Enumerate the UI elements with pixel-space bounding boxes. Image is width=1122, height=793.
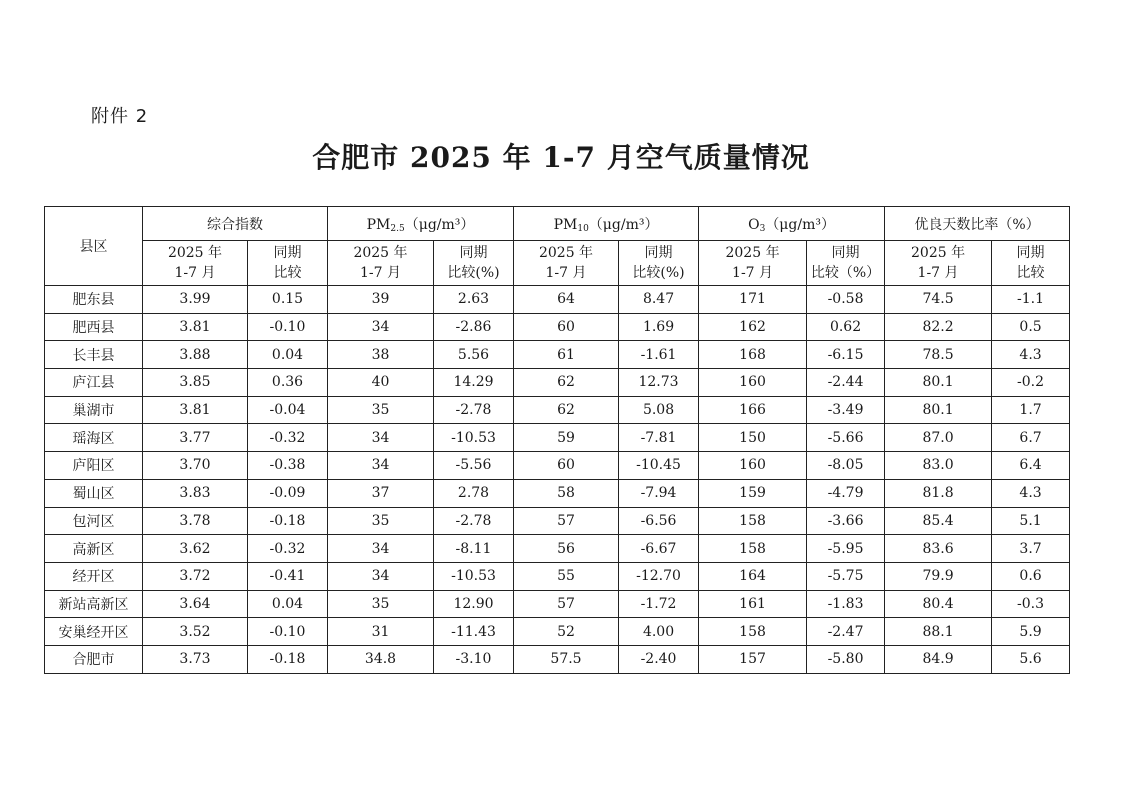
value-cell: -3.49 xyxy=(807,396,885,424)
group-header-good-days-ratio: 优良天数比率（%） xyxy=(885,207,1070,241)
value-cell: 1.69 xyxy=(619,313,699,341)
value-cell: 60 xyxy=(514,452,619,480)
value-cell: 3.73 xyxy=(143,645,248,673)
value-cell: -12.70 xyxy=(619,562,699,590)
value-cell: -0.09 xyxy=(248,479,328,507)
value-cell: 158 xyxy=(699,535,807,563)
value-cell: 5.6 xyxy=(992,645,1070,673)
value-cell: 34 xyxy=(328,535,434,563)
subheader-cell xyxy=(514,241,619,286)
value-cell: 4.3 xyxy=(992,341,1070,369)
subheader-cell xyxy=(619,241,699,286)
value-cell: 0.62 xyxy=(807,313,885,341)
value-cell: 34.8 xyxy=(328,645,434,673)
value-cell: 88.1 xyxy=(885,618,992,646)
subheader-cell xyxy=(143,241,248,286)
county-name-cell: 瑶海区 xyxy=(45,424,143,452)
value-cell: 35 xyxy=(328,507,434,535)
group-header-o3: $O_3(\mu g/m^3)$ xyxy=(699,207,885,241)
value-cell: 85.4 xyxy=(885,507,992,535)
value-cell: 0.04 xyxy=(248,341,328,369)
county-name-cell: 高新区 xyxy=(45,535,143,563)
value-cell: 3.81 xyxy=(143,313,248,341)
table-row xyxy=(45,313,1070,341)
subheader-line: 同期 xyxy=(831,245,860,261)
value-cell: 83.6 xyxy=(885,535,992,563)
page-title: 合肥市 2025 年 1-7 月空气质量情况 xyxy=(312,141,810,174)
subheader-cell xyxy=(992,241,1070,286)
table-row xyxy=(45,590,1070,618)
table-row xyxy=(45,618,1070,646)
value-cell: 37 xyxy=(328,479,434,507)
value-cell: 40 xyxy=(328,369,434,397)
value-cell: 82.2 xyxy=(885,313,992,341)
value-cell: 3.70 xyxy=(143,452,248,480)
value-cell: 80.4 xyxy=(885,590,992,618)
value-cell: 61 xyxy=(514,341,619,369)
table-row xyxy=(45,452,1070,480)
value-cell: -6.67 xyxy=(619,535,699,563)
value-cell: -0.04 xyxy=(248,396,328,424)
value-cell: -5.56 xyxy=(434,452,514,480)
value-cell: -0.18 xyxy=(248,507,328,535)
table-row xyxy=(45,369,1070,397)
group-header-composite-index: 综合指数 xyxy=(143,207,328,241)
subheader-line: 同期 xyxy=(273,245,302,261)
value-cell: 3.83 xyxy=(143,479,248,507)
county-name-cell: 庐阳区 xyxy=(45,452,143,480)
value-cell: 0.6 xyxy=(992,562,1070,590)
value-cell: 3.64 xyxy=(143,590,248,618)
subheader-line: 2025 年 xyxy=(725,245,780,261)
value-cell: 84.9 xyxy=(885,645,992,673)
value-cell: 14.29 xyxy=(434,369,514,397)
value-cell: 5.08 xyxy=(619,396,699,424)
subheader-line: 2025 年 xyxy=(538,245,594,261)
value-cell: 164 xyxy=(699,562,807,590)
value-cell: -6.56 xyxy=(619,507,699,535)
value-cell: -10.53 xyxy=(434,562,514,590)
subheader-cell xyxy=(699,241,807,286)
value-cell: 87.0 xyxy=(885,424,992,452)
value-cell: 83.0 xyxy=(885,452,992,480)
value-cell: -2.47 xyxy=(807,618,885,646)
attachment-label: 附件 2 xyxy=(91,106,149,127)
value-cell: 64 xyxy=(514,286,619,314)
value-cell: -0.38 xyxy=(248,452,328,480)
value-cell: -0.3 xyxy=(992,590,1070,618)
value-cell: 4.3 xyxy=(992,479,1070,507)
value-cell: 168 xyxy=(699,341,807,369)
table-row xyxy=(45,341,1070,369)
value-cell: -1.61 xyxy=(619,341,699,369)
value-cell: -3.10 xyxy=(434,645,514,673)
value-cell: 4.00 xyxy=(619,618,699,646)
value-cell: 39 xyxy=(328,286,434,314)
value-cell: -1.83 xyxy=(807,590,885,618)
subheader-line: 2025 年 xyxy=(353,245,408,261)
value-cell: 3.85 xyxy=(143,369,248,397)
county-name-cell: 新站高新区 xyxy=(45,590,143,618)
subheader-cell xyxy=(885,241,992,286)
table-row xyxy=(45,396,1070,424)
value-cell: 2.63 xyxy=(434,286,514,314)
value-cell: -0.41 xyxy=(248,562,328,590)
value-cell: -10.45 xyxy=(619,452,699,480)
value-cell: 160 xyxy=(699,452,807,480)
value-cell: 35 xyxy=(328,396,434,424)
subheader-line: 1-7 月 xyxy=(545,265,587,281)
value-cell: 0.04 xyxy=(248,590,328,618)
value-cell: 34 xyxy=(328,452,434,480)
county-name-cell: 长丰县 xyxy=(45,341,143,369)
county-name-cell: 巢湖市 xyxy=(45,396,143,424)
value-cell: 81.8 xyxy=(885,479,992,507)
value-cell: -5.95 xyxy=(807,535,885,563)
value-cell: 158 xyxy=(699,618,807,646)
value-cell: -11.43 xyxy=(434,618,514,646)
value-cell: 2.78 xyxy=(434,479,514,507)
county-name-cell: 庐江县 xyxy=(45,369,143,397)
subheader-line: 1-7 月 xyxy=(174,265,216,281)
subheader-line: 比较(%) xyxy=(632,265,685,281)
value-cell: 3.99 xyxy=(143,286,248,314)
value-cell: -2.44 xyxy=(807,369,885,397)
value-cell: 162 xyxy=(699,313,807,341)
county-name-cell: 经开区 xyxy=(45,562,143,590)
value-cell: 6.4 xyxy=(992,452,1070,480)
value-cell: -2.40 xyxy=(619,645,699,673)
value-cell: 3.62 xyxy=(143,535,248,563)
value-cell: -5.66 xyxy=(807,424,885,452)
value-cell: -4.79 xyxy=(807,479,885,507)
value-cell: -2.78 xyxy=(434,396,514,424)
table-row xyxy=(45,424,1070,452)
value-cell: 34 xyxy=(328,562,434,590)
value-cell: 3.52 xyxy=(143,618,248,646)
county-name-cell: 安巢经开区 xyxy=(45,618,143,646)
value-cell: 5.56 xyxy=(434,341,514,369)
value-cell: -2.78 xyxy=(434,507,514,535)
value-cell: -5.80 xyxy=(807,645,885,673)
value-cell: -8.05 xyxy=(807,452,885,480)
value-cell: 12.73 xyxy=(619,369,699,397)
value-cell: 80.1 xyxy=(885,369,992,397)
subheader-line: 1-7 月 xyxy=(917,265,959,281)
value-cell: 79.9 xyxy=(885,562,992,590)
value-cell: 0.15 xyxy=(248,286,328,314)
value-cell: 157 xyxy=(699,645,807,673)
value-cell: -2.86 xyxy=(434,313,514,341)
header-row-subheaders xyxy=(45,241,1070,286)
subheader-line: 同期 xyxy=(459,245,488,261)
value-cell: 12.90 xyxy=(434,590,514,618)
subheader-cell xyxy=(328,241,434,286)
value-cell: 74.5 xyxy=(885,286,992,314)
value-cell: 3.88 xyxy=(143,341,248,369)
value-cell: 62 xyxy=(514,396,619,424)
value-cell: 58 xyxy=(514,479,619,507)
table-row xyxy=(45,479,1070,507)
table-row xyxy=(45,645,1070,673)
value-cell: 166 xyxy=(699,396,807,424)
value-cell: -10.53 xyxy=(434,424,514,452)
subheader-line: 同期 xyxy=(644,245,673,261)
value-cell: 159 xyxy=(699,479,807,507)
value-cell: 150 xyxy=(699,424,807,452)
value-cell: 3.78 xyxy=(143,507,248,535)
value-cell: -1.72 xyxy=(619,590,699,618)
county-name-cell: 合肥市 xyxy=(45,645,143,673)
value-cell: 3.77 xyxy=(143,424,248,452)
subheader-cell xyxy=(807,241,885,286)
value-cell: -6.15 xyxy=(807,341,885,369)
subheader-cell xyxy=(434,241,514,286)
value-cell: -0.32 xyxy=(248,535,328,563)
value-cell: 78.5 xyxy=(885,341,992,369)
value-cell: 5.1 xyxy=(992,507,1070,535)
value-cell: 56 xyxy=(514,535,619,563)
value-cell: 3.72 xyxy=(143,562,248,590)
table-row xyxy=(45,507,1070,535)
group-header-pm25: $PM_{2.5}(\mu g/m^3)$ xyxy=(328,207,514,241)
subheader-line: 比较 xyxy=(1016,265,1045,281)
subheader-line: 比较（%） xyxy=(810,265,881,281)
value-cell: 34 xyxy=(328,424,434,452)
value-cell: -0.2 xyxy=(992,369,1070,397)
value-cell: -7.81 xyxy=(619,424,699,452)
value-cell: 31 xyxy=(328,618,434,646)
table-body xyxy=(45,286,1070,674)
subheader-line: 同期 xyxy=(1016,245,1045,261)
county-name-cell: 包河区 xyxy=(45,507,143,535)
value-cell: -0.10 xyxy=(248,618,328,646)
air-quality-table xyxy=(44,206,1070,674)
subheader-line: 2025 年 xyxy=(167,245,223,261)
value-cell: 57 xyxy=(514,507,619,535)
value-cell: 160 xyxy=(699,369,807,397)
value-cell: 0.36 xyxy=(248,369,328,397)
value-cell: 5.9 xyxy=(992,618,1070,646)
table-row xyxy=(45,286,1070,314)
value-cell: 161 xyxy=(699,590,807,618)
county-name-cell: 肥东县 xyxy=(45,286,143,314)
table-row xyxy=(45,562,1070,590)
value-cell: 34 xyxy=(328,313,434,341)
value-cell: 80.1 xyxy=(885,396,992,424)
value-cell: -5.75 xyxy=(807,562,885,590)
value-cell: -0.58 xyxy=(807,286,885,314)
subheader-line: 比较 xyxy=(273,265,302,281)
value-cell: 3.81 xyxy=(143,396,248,424)
subheader-line: 2025 年 xyxy=(911,245,966,261)
county-name-cell: 肥西县 xyxy=(45,313,143,341)
value-cell: 158 xyxy=(699,507,807,535)
subheader-line: 1-7 月 xyxy=(732,265,774,281)
value-cell: 171 xyxy=(699,286,807,314)
value-cell: 57.5 xyxy=(514,645,619,673)
value-cell: 35 xyxy=(328,590,434,618)
table-row xyxy=(45,535,1070,563)
value-cell: -8.11 xyxy=(434,535,514,563)
subheader-cell xyxy=(248,241,328,286)
header-row-groups xyxy=(45,207,1070,241)
value-cell: -7.94 xyxy=(619,479,699,507)
value-cell: 38 xyxy=(328,341,434,369)
value-cell: -0.10 xyxy=(248,313,328,341)
county-name-cell: 蜀山区 xyxy=(45,479,143,507)
value-cell: 1.7 xyxy=(992,396,1070,424)
value-cell: 0.5 xyxy=(992,313,1070,341)
value-cell: 3.7 xyxy=(992,535,1070,563)
subheader-line: 1-7 月 xyxy=(360,265,401,281)
value-cell: 60 xyxy=(514,313,619,341)
value-cell: -1.1 xyxy=(992,286,1070,314)
value-cell: -0.18 xyxy=(248,645,328,673)
value-cell: 55 xyxy=(514,562,619,590)
group-header-pm10: $PM_{10}(\mu g/m^3)$ xyxy=(514,207,699,241)
value-cell: 57 xyxy=(514,590,619,618)
value-cell: 52 xyxy=(514,618,619,646)
value-cell: -0.32 xyxy=(248,424,328,452)
county-header: 县区 xyxy=(45,207,143,286)
value-cell: 8.47 xyxy=(619,286,699,314)
value-cell: 59 xyxy=(514,424,619,452)
value-cell: -3.66 xyxy=(807,507,885,535)
subheader-line: 比较(%) xyxy=(447,265,500,281)
value-cell: 62 xyxy=(514,369,619,397)
value-cell: 6.7 xyxy=(992,424,1070,452)
